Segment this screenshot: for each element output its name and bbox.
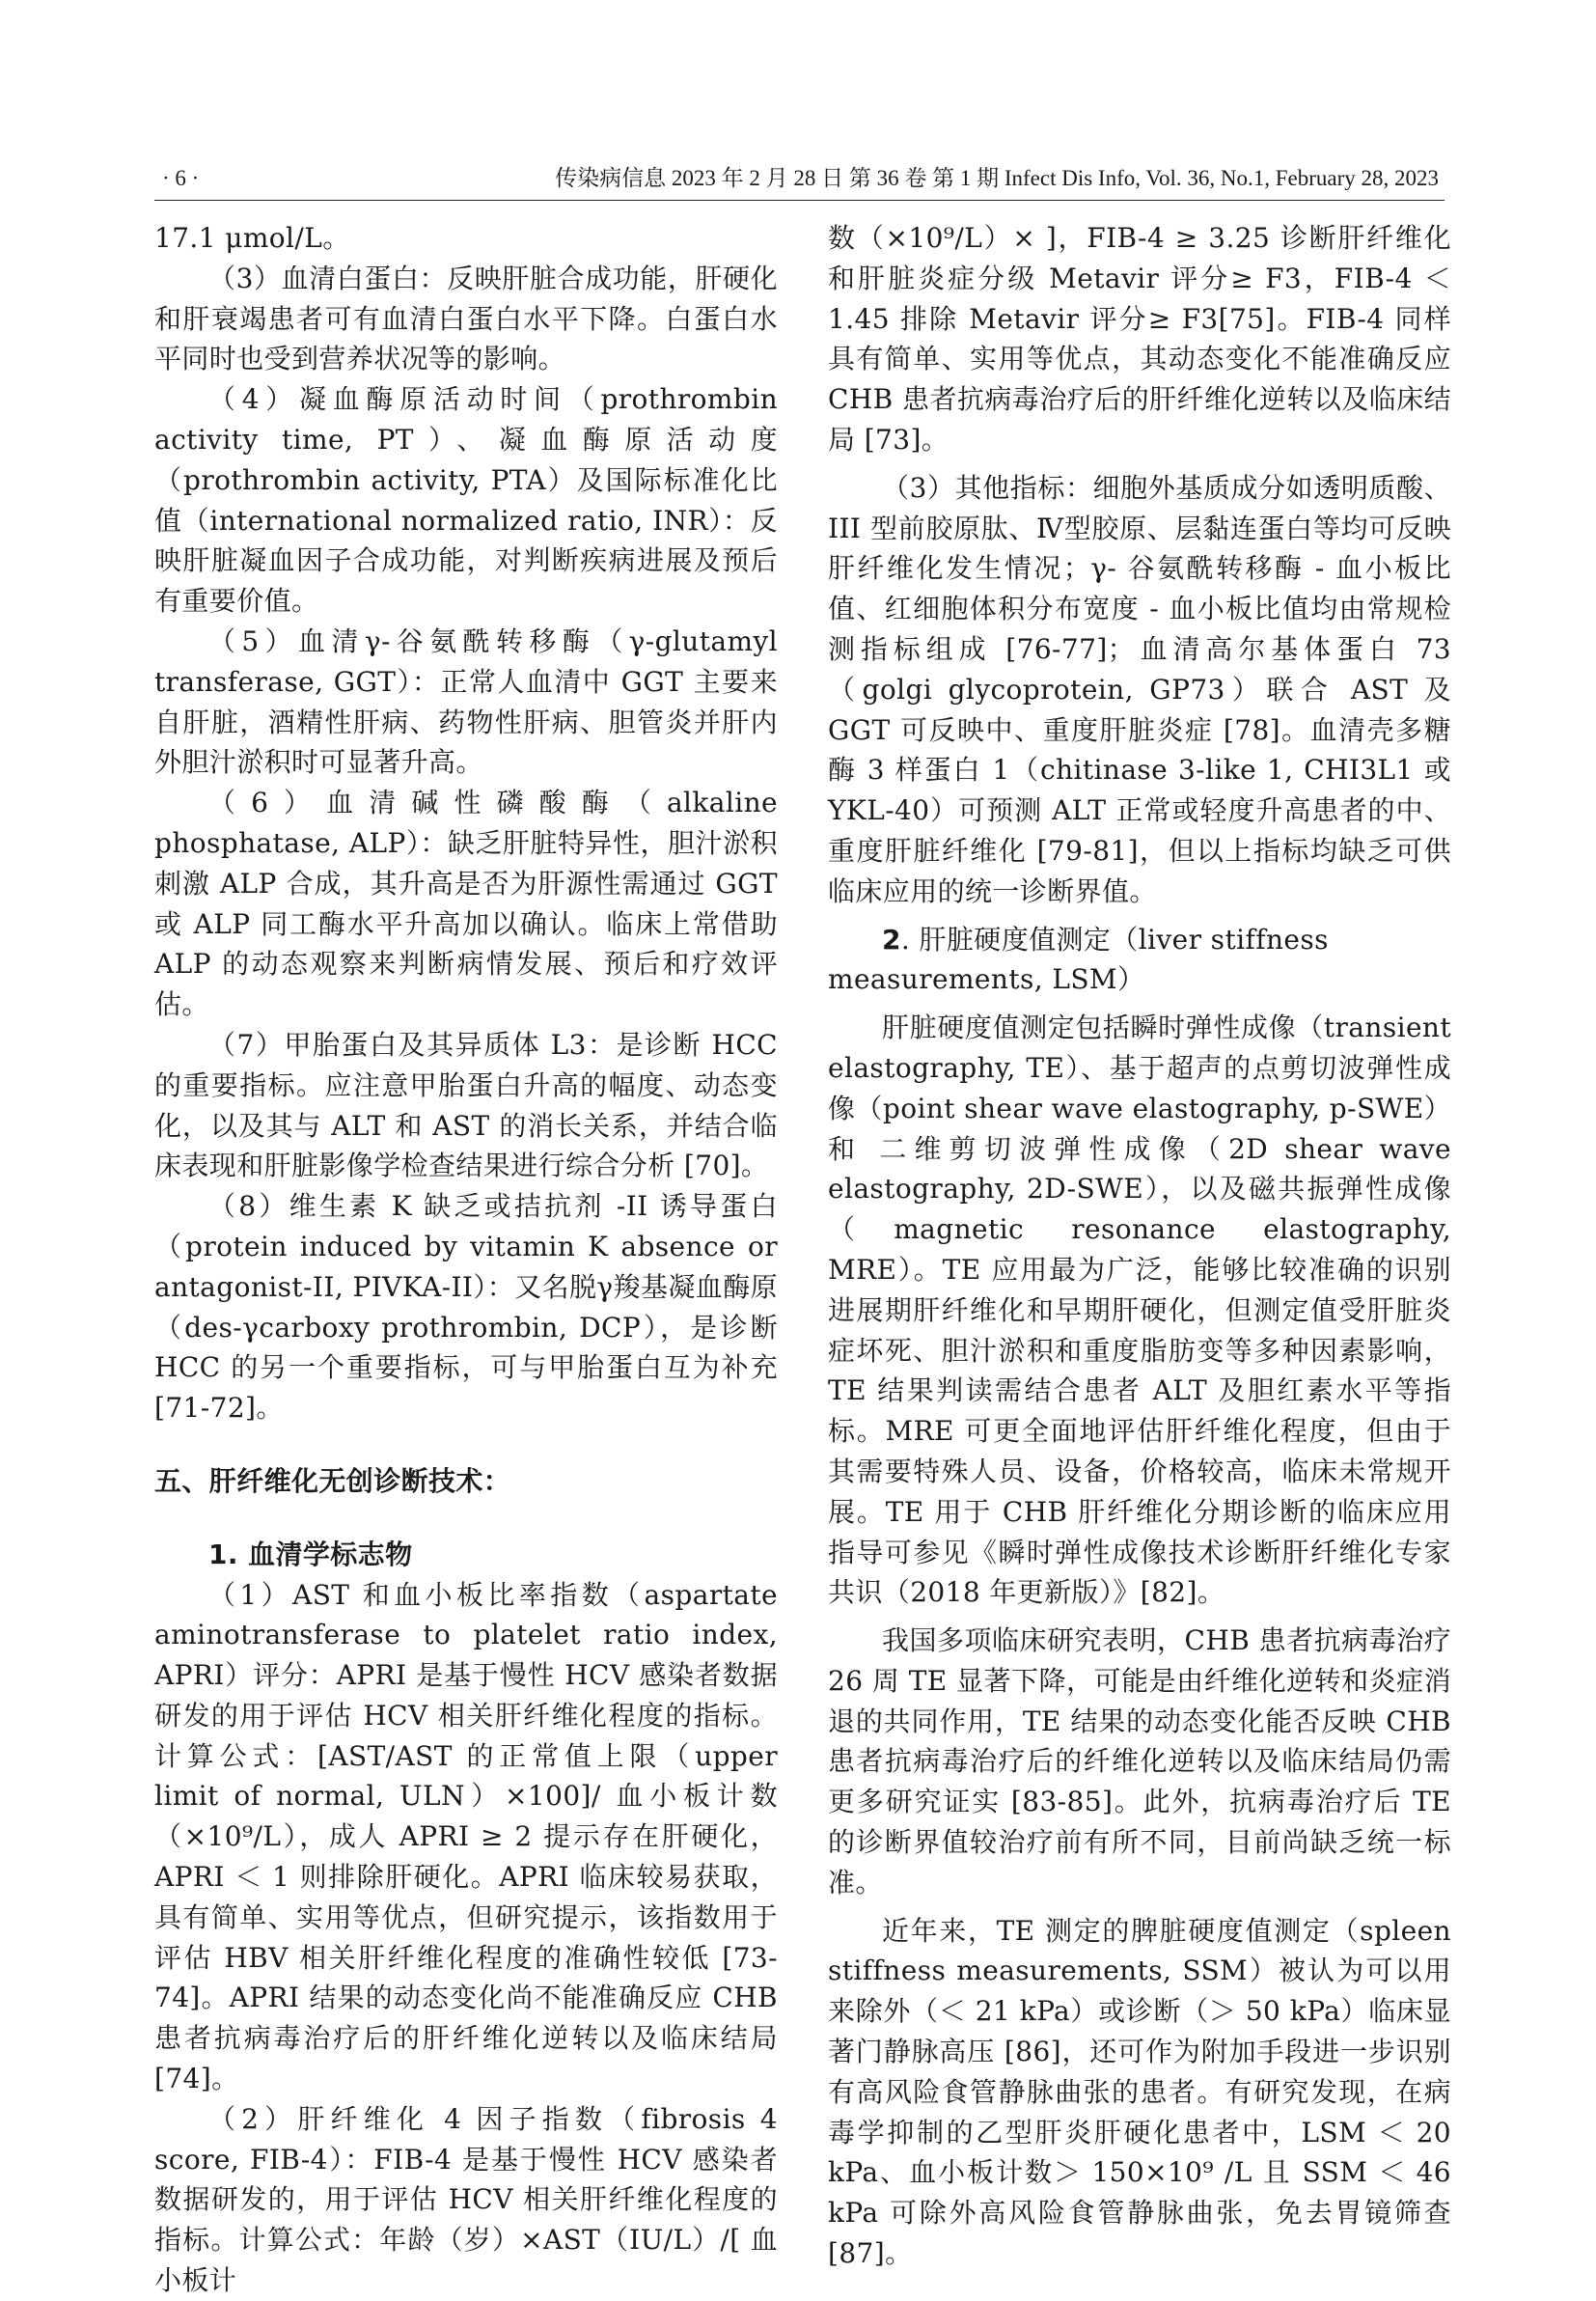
paragraph: （7）甲胎蛋白及其异质体 L3：是诊断 HCC 的重要指标。应注意甲胎蛋白升高的幅度、动态变化，以及其与 ALT 和 AST 的消长关系，并结合临床表现和肝脏影像学检查结果进行综合分析 [70]。 [154,1028,778,1182]
left-column [154,218,778,2301]
subsection-number: 2 [882,923,901,956]
right-column [828,218,1451,2274]
paragraph: （4）凝血酶原活动时间（prothrombin activity time, PT）、凝血酶原活动度（prothrombin activity, PTA）及国际标准化比值（international normalized ratio, INR）：反映肝脏凝血因子合成功能，对判断疾病进展及预后有重要价值。 [154,383,778,618]
paragraph: （1）AST 和血小板比率指数（aspartate aminotransferase to platelet ratio index, APRI）评分：APRI 是基于慢性 HCV 感染者数据研发的用于评估 HCV 相关肝纤维化程度的指标。计算公式：[AST/AST 的正常值上限（upper limit of normal, ULN）×100]/ 血小板计数（×10⁹/L），成人 APRI ≥ 2 提示存在肝硬化，APRI ＜ 1 则排除肝硬化。APRI 临床较易获取，具有简单、实用等优点，但研究提示，该指数用于评估 HBV 相关肝纤维化程度的准确性较低 [73-74]。APRI 结果的动态变化尚不能准确反应 CHB 患者抗病毒治疗后的肝纤维化逆转以及临床结局 [74]。 [154,1578,778,2095]
paragraph: 17.1 μmol/L。 [154,222,350,254]
subsection-heading [154,1535,778,1575]
paragraph: 近年来，TE 测定的脾脏硬度值测定（spleen stiffness measurements, SSM）被认为可以用来除外（＜ 21 kPa）或诊断（＞ 50 kPa）临床显著门静脉高压 [86]，还可作为附加手段进一步识别有高风险食管静脉曲张的患者。有研究发现，在病毒学抑制的乙型肝炎肝硬化患者中，LSM ＜ 20 kPa、血小板计数＞ 150×10⁹ /L 且 SSM ＜ 46 kPa 可除外高风险食管静脉曲张，免去胃镜筛查 [87]。 [828,1914,1451,2270]
section-heading: 五、肝纤维化无创诊断技术： [154,1464,511,1497]
paragraph: （2）肝纤维化 4 因子指数（fibrosis 4 score, FIB-4）：FIB-4 是基于慢性 HCV 感染者数据研发的，用于评估 HCV 相关肝纤维化程度的指标。计算公式：年龄（岁）×AST（IU/L）/[ 血小板计 [154,2102,778,2297]
subsection-title: . 血清学标志物 [227,1538,413,1570]
paragraph: （8）维生素 K 缺乏或拮抗剂 -II 诱导蛋白（protein induced by vitamin K absence or antagonist-II, PIVKA-II）：又名脱γ羧基凝血酶原（des-γcarboxy prothrombin, DCP），是诊断 HCC 的另一个重要指标，可与甲胎蛋白互为补充 [71-72]。 [154,1190,778,1425]
subsection-heading [828,920,1451,1001]
running-header [154,159,1445,198]
subsection-title: . 肝脏硬度值测定（liver stiffness measurements, LSM） [828,923,1329,996]
paragraph: 数（×10⁹/L）× ]，FIB-4 ≥ 3.25 诊断肝纤维化和肝脏炎症分级 Metavir 评分≥ F3，FIB-4 ＜ 1.45 排除 Metavir 评分≥ F3[75]。FIB-4 同样具有简单、实用等优点，其动态变化不能准确反应 CHB 患者抗病毒治疗后的肝纤维化逆转以及临床结局 [73]。 [828,222,1451,456]
paragraph: （5）血清γ-谷氨酰转移酶（γ-glutamyl transferase, GGT）：正常人血清中 GGT 主要来自肝脏，酒精性肝病、药物性肝病、胆管炎并肝内外胆汁淤积时可显著升高。 [154,624,778,779]
paragraph: 我国多项临床研究表明，CHB 患者抗病毒治疗 26 周 TE 显著下降，可能是由纤维化逆转和炎症消退的共同作用，TE 结果的动态变化能否反映 CHB 患者抗病毒治疗后的纤维化逆转以及临床结局仍需更多研究证实 [83-85]。此外，抗病毒治疗后 TE 的诊断界值较治疗前有所不同，目前尚缺乏统一标准。 [828,1624,1451,1899]
paragraph: 肝脏硬度值测定包括瞬时弹性成像（transient elastography, TE）、基于超声的点剪切波弹性成像（point shear wave elastography, p-SWE） 和 二维剪切波弹性成像（2D shear wave elastography, 2D-SWE），以及磁共振弹性成像（magnetic resonance elastography, MRE）。TE 应用最为广泛，能够比较准确的识别进展期肝纤维化和早期肝硬化，但测定值受肝脏炎症坏死、胆汁淤积和重度脂肪变等多种因素影响，TE 结果判读需结合患者 ALT 及胆红素水平等指标。MRE 可更全面地评估肝纤维化程度，但由于其需要特殊人员、设备，价格较高，临床未常规开展。TE 用于 CHB 肝纤维化分期诊断的临床应用指导可参见《瞬时弹性成像技术诊断肝纤维化专家共识（2018 年更新版）》[82]。 [828,1012,1451,1609]
header-rule [154,200,1445,201]
journal-info: 传染病信息 2023 年 2 月 28 日 第 36 卷 第 1 期 Infect Dis Info, Vol. 36, No.1, February 28, 2023 [555,166,1439,190]
subsection-number: 1 [208,1538,228,1570]
paragraph: （6）血清碱性磷酸酶（alkaline phosphatase, ALP）：缺乏肝脏特异性，胆汁淤积刺激 ALP 合成，其升高是否为肝源性需通过 GGT 或 ALP 同工酶水平升高加以确认。临床上常借助 ALP 的动态观察来判断病情发展、预后和疗效评估。 [154,787,778,1021]
paragraph: （3）血清白蛋白：反映肝脏合成功能，肝硬化和肝衰竭患者可有血清白蛋白水平下降。白蛋白水平同时也受到营养状况等的影响。 [154,262,778,375]
paragraph: （3）其他指标：细胞外基质成分如透明质酸、III 型前胶原肽、Ⅳ型胶原、层黏连蛋白等均可反映肝纤维化发生情况；γ- 谷氨酰转移酶 - 血小板比值、红细胞体积分布宽度 - 血小板比值均由常规检测指标组成 [76-77]；血清高尔基体蛋白 73（golgi glycoprotein, GP73）联合 AST 及 GGT 可反映中、重度肝脏炎症 [78]。血清壳多糖酶 3 样蛋白 1（chitinase 3-like 1, CHI3L1 或 YKL-40）可预测 ALT 正常或轻度升高患者的中、重度肝脏纤维化 [79-81]，但以上指标均缺乏可供临床应用的统一诊断界值。 [828,471,1451,907]
page-number: · 6 · [162,166,200,190]
